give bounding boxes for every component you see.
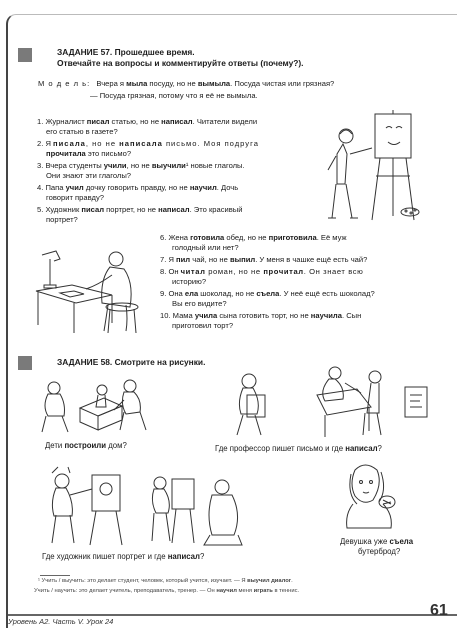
text: Дети <box>45 441 65 450</box>
text-bold: писала <box>53 139 86 148</box>
model-answer: — Посуда грязная, потому что я её не вымыла. <box>90 91 258 100</box>
text-bold: съела <box>389 537 414 546</box>
text-bold: читал <box>180 267 206 276</box>
text-bold: играть <box>253 588 273 594</box>
text: Учить / научить: это делает учитель, преподаватель, тренер. — Он <box>34 588 217 594</box>
exercise-item-2 <box>37 139 259 159</box>
text: ? <box>199 552 205 561</box>
text: 10. Мама <box>160 311 195 320</box>
text-bold: готовила <box>190 233 225 242</box>
text-bold: написала <box>119 139 163 148</box>
text: . Он знает всю <box>303 267 364 276</box>
text: говорит правду? <box>46 193 105 203</box>
exercise-item-1 <box>37 117 257 137</box>
text: 4. Папа <box>37 183 66 192</box>
text: Они знают эти глаголы? <box>46 171 132 181</box>
exercise-item-3 <box>37 161 245 181</box>
text-bold: пил <box>176 255 191 264</box>
artist-painting-portrait-illustration <box>40 465 250 550</box>
text-bold: мыла <box>126 79 148 88</box>
girl-with-sandwich-illustration <box>335 460 415 530</box>
text: . Дочь <box>216 183 239 192</box>
exercise-item-6 <box>160 233 347 253</box>
model-question <box>38 79 334 89</box>
task57-title-line: ЗАДАНИЕ 57. Прошедшее время. <box>57 47 195 57</box>
text-bold: прочитала <box>46 149 86 159</box>
footnote-line-2 <box>34 587 299 595</box>
text: . Читатели видели <box>192 117 258 126</box>
text: портрет? <box>46 215 78 225</box>
footer-rule <box>8 614 457 616</box>
text: 6. Жена <box>160 233 191 242</box>
text-bold: приготовила <box>268 233 317 242</box>
text-bold: написал <box>158 205 190 214</box>
text: его статью в газете? <box>46 127 118 137</box>
professor-writing-illustration <box>225 365 435 443</box>
exercise-item-8 <box>160 267 363 287</box>
children-building-house-illustration <box>40 378 160 440</box>
caption-house <box>45 441 127 451</box>
text: чай, но не <box>190 255 230 264</box>
text: 1. Журналист <box>37 117 87 126</box>
text: меня <box>236 588 254 594</box>
text: , но не <box>85 139 120 148</box>
caption-girl <box>340 537 413 557</box>
text: сына готовить торт, но не <box>217 311 311 320</box>
text: шоколад, но не <box>198 289 257 298</box>
task-marker <box>18 356 32 370</box>
text: дочку говорить правду, но не <box>83 183 190 192</box>
exercise-item-5 <box>37 205 243 225</box>
footer-level: Уровень А2. Часть V. Урок 24 <box>8 617 114 626</box>
text-bold: учили <box>103 161 127 170</box>
text-bold: вымыла <box>197 79 231 88</box>
text: ? <box>377 444 382 453</box>
text: приготовил торт? <box>172 321 234 331</box>
text-bold: научил <box>216 588 237 594</box>
footnote-rule <box>40 575 70 576</box>
exercise-item-7 <box>160 255 367 265</box>
text: . <box>291 578 293 584</box>
caption-artist <box>42 552 204 562</box>
text: Где профессор пишет письмо и где <box>215 444 346 453</box>
text: ¹ Учить / выучить: это делает студент, человек, который учится, изучает. — Я <box>38 578 248 584</box>
task57-title <box>57 47 304 68</box>
text: посуду, но не <box>147 79 198 88</box>
text: роман, но не <box>205 267 264 276</box>
text-bold: построили <box>64 441 107 450</box>
text: портрет, но не <box>104 205 159 214</box>
text-bold: писал <box>81 205 105 214</box>
text: . Посуда чистая или грязная? <box>230 79 335 88</box>
painter-easel-illustration <box>340 108 440 228</box>
text: дом? <box>106 441 127 450</box>
text: . У меня в чашке ещё есть чай? <box>255 255 368 264</box>
task-marker <box>18 48 32 62</box>
task57-subtitle: Отвечайте на вопросы и комментируйте ответы (почему?). <box>57 57 304 68</box>
text: 9. Она <box>160 289 185 298</box>
text: бутерброд? <box>358 547 401 556</box>
text-bold: выучил диалог <box>247 578 292 584</box>
text-bold: учил <box>65 183 84 192</box>
page-number: 61 <box>430 602 448 619</box>
text-bold: прочитал <box>263 267 304 276</box>
exercise-item-10 <box>160 311 361 331</box>
footnote-line-1 <box>38 577 293 585</box>
text: , но не <box>126 161 152 170</box>
text: . Её муж <box>316 233 347 242</box>
text: статью, но не <box>109 117 162 126</box>
task58-title: ЗАДАНИЕ 58. Смотрите на рисунки. <box>57 357 206 367</box>
text: в теннис. <box>272 588 300 594</box>
exercise-item-4 <box>37 183 238 203</box>
text-bold: написал <box>161 117 193 126</box>
text: Вы его видите? <box>172 299 227 309</box>
caption-professor <box>215 444 382 454</box>
text: обед, но не <box>224 233 269 242</box>
text: 7. Я <box>160 255 177 264</box>
text: Вчера я <box>96 79 127 88</box>
text: письмо. Моя подруга <box>162 139 259 148</box>
text: Девушка уже <box>340 537 390 546</box>
text: ¹ новые глаголы. <box>185 161 245 170</box>
text: 5. Художник <box>37 205 82 214</box>
text: голодный или нет? <box>172 243 239 253</box>
text-bold: научила <box>310 311 342 320</box>
text-bold: написал <box>167 552 200 561</box>
text: 2. Я <box>37 139 54 148</box>
text: . У неё ещё есть шоколад? <box>279 289 375 298</box>
exercise-item-9 <box>160 289 375 309</box>
text-bold: ела <box>184 289 199 298</box>
text: 8. Он <box>160 267 181 276</box>
text-bold: выпил <box>229 255 256 264</box>
model-label: М о д е л ь: <box>38 79 91 88</box>
text: . Это красивый <box>189 205 243 214</box>
text-bold: выучили <box>151 161 186 170</box>
text-bold: писал <box>86 117 110 126</box>
text-bold: написал <box>345 444 378 453</box>
text: Где художник пишет портрет и где <box>42 552 168 561</box>
text-bold: научил <box>189 183 217 192</box>
text-bold: съела <box>256 289 280 298</box>
student-at-desk-illustration <box>30 245 155 335</box>
text-bold: учила <box>194 311 218 320</box>
text: 3. Вчера студенты <box>37 161 104 170</box>
text: это письмо? <box>85 149 132 159</box>
text: . Сын <box>341 311 362 320</box>
text: историю? <box>172 277 207 287</box>
